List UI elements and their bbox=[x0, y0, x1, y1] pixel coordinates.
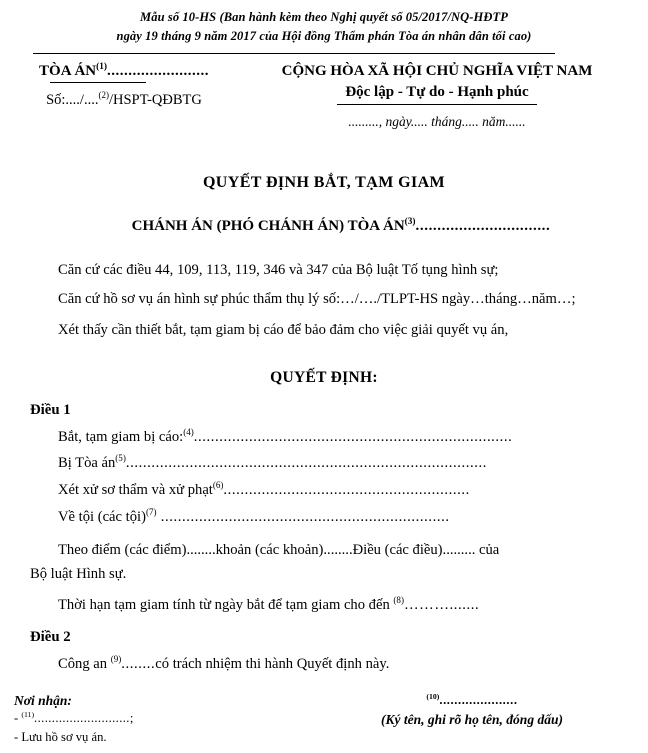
national-title: CỘNG HÒA XÃ HỘI CHỦ NGHĨA VIỆT NAM bbox=[281, 62, 593, 79]
form-code-line-1: Mẫu số 10-HS (Ban hành kèm theo Nghị quyết số 05/2017/NQ-HĐTP bbox=[140, 10, 508, 24]
court-name-line bbox=[8, 63, 240, 80]
footnote-ref-8: (8) bbox=[393, 594, 404, 605]
footnote-ref-4: (4) bbox=[183, 426, 194, 437]
recipient-bullet: - bbox=[14, 711, 22, 726]
footnote-ref-6: (6) bbox=[212, 480, 224, 491]
court-fill-dots: ........................ bbox=[106, 62, 209, 79]
spacer bbox=[30, 312, 618, 319]
court-label: TÒA ÁN bbox=[39, 62, 97, 79]
form-code-line-2: ngày 19 tháng 9 năm 2017 của Hội đồng Thẩm phán Tòa án nhân dân tối cao) bbox=[116, 29, 532, 44]
national-motto: Độc lập - Tự do - Hạnh phúc bbox=[345, 83, 529, 100]
footnote-ref-9: (9) bbox=[110, 654, 122, 665]
spacer bbox=[30, 532, 618, 539]
place-date-line: ........., ngày..... tháng..... năm...... bbox=[348, 113, 526, 129]
signature-instruction: (Ký tên, ghi rõ họ tên, đóng dấu) bbox=[381, 712, 563, 728]
issuer-title-line bbox=[0, 218, 648, 235]
footnote-ref-7: (7) bbox=[145, 506, 157, 517]
recipient-item: - Lưu hồ sơ vụ án. bbox=[14, 730, 107, 745]
header-left-column bbox=[0, 63, 240, 109]
document-footer bbox=[0, 693, 648, 747]
field-label: Bắt, tạm giam bị cáo: bbox=[58, 428, 184, 445]
field-fill-dots: .......................................................... bbox=[223, 482, 470, 499]
signature-fill-dots: ..................... bbox=[439, 693, 518, 708]
article-1-field-detention-term bbox=[30, 594, 618, 618]
issuer-fill-dots: ............................... bbox=[415, 217, 551, 234]
header-right-column bbox=[240, 63, 648, 130]
legal-basis-1: Căn cứ các điều 44, 109, 113, 119, 346 và 347 của Bộ luật Tố tụng hình sự; bbox=[58, 261, 499, 278]
header-divider-rule bbox=[33, 53, 555, 54]
decision-heading: QUYẾT ĐỊNH: bbox=[270, 368, 378, 386]
form-code-note bbox=[0, 0, 648, 47]
document-number-suffix: /HSPT-QĐBTG bbox=[108, 91, 202, 108]
legal-basis-2: Căn cứ hồ sơ vụ án hình sự phúc thẩm thụ lý số:…/…./TLPT-HS ngày…tháng…năm…; bbox=[58, 291, 576, 308]
field-fill-dots: ………....... bbox=[403, 596, 480, 613]
recipient-item bbox=[14, 709, 314, 728]
field-label: Công an bbox=[58, 656, 111, 673]
article-1-field-sentence bbox=[30, 479, 618, 503]
spacer bbox=[30, 587, 618, 594]
penal-code-clause-line-2: Bộ luật Hình sự. bbox=[30, 565, 127, 582]
field-label: Bị Tòa án bbox=[58, 455, 116, 472]
field-label: Về tội (các tội) bbox=[58, 508, 146, 525]
document-number-line bbox=[8, 89, 240, 109]
field-label: Xét xử sơ thẩm và xử phạt bbox=[58, 482, 213, 499]
issuer-title-text: CHÁNH ÁN (PHÓ CHÁNH ÁN) TÒA ÁN bbox=[131, 217, 405, 234]
footnote-ref-3: (3) bbox=[404, 216, 416, 227]
field-label: Thời hạn tạm giam tính từ ngày bắt để tạm giam cho đến bbox=[58, 596, 394, 613]
field-label-suffix: có trách nhiệm thi hành Quyết định này. bbox=[155, 656, 390, 673]
consideration-statement: Xét thấy cần thiết bắt, tạm giam bị cáo để bảo đảm cho việc giải quyết vụ án, bbox=[58, 322, 509, 339]
article-2-heading: Điều 2 bbox=[30, 629, 71, 646]
footnote-ref-2: (2) bbox=[98, 89, 109, 100]
penal-code-clause-line-1: Theo điểm (các điểm)........khoản (các khoản)........Điều (các điều)......... của bbox=[58, 542, 500, 559]
article-1-heading: Điều 1 bbox=[30, 401, 71, 418]
document-body bbox=[0, 259, 648, 677]
signature-field-line bbox=[314, 693, 630, 708]
field-fill-dots: ..................................................................................... bbox=[125, 455, 487, 472]
recipients-title: Nơi nhận: bbox=[14, 693, 72, 709]
field-fill-dots: ........................................................................... bbox=[193, 428, 513, 445]
page-title: QUYẾT ĐỊNH BẮT, TẠM GIAM bbox=[202, 173, 446, 191]
document-header bbox=[0, 63, 648, 130]
footnote-ref-5: (5) bbox=[115, 453, 126, 464]
recipient-fill-dots: ...........................; bbox=[34, 711, 134, 726]
field-fill-dots: .................................................................... bbox=[156, 508, 450, 525]
article-1-field-court bbox=[30, 452, 618, 476]
footnote-ref-1: (1) bbox=[96, 61, 107, 72]
footnote-ref-10: (10) bbox=[426, 692, 440, 702]
article-1-field-defendant bbox=[30, 426, 618, 450]
motto-underline-rule bbox=[337, 104, 537, 105]
signature-block bbox=[314, 693, 648, 728]
court-underline-rule bbox=[50, 82, 146, 83]
document-number-prefix: Số:..../.... bbox=[46, 91, 99, 108]
footnote-ref-11: (11) bbox=[21, 710, 35, 720]
field-fill-dots: ........ bbox=[121, 656, 156, 673]
article-1-field-offence bbox=[30, 506, 618, 530]
article-2-field-police bbox=[30, 653, 618, 677]
recipients-block bbox=[0, 693, 314, 747]
